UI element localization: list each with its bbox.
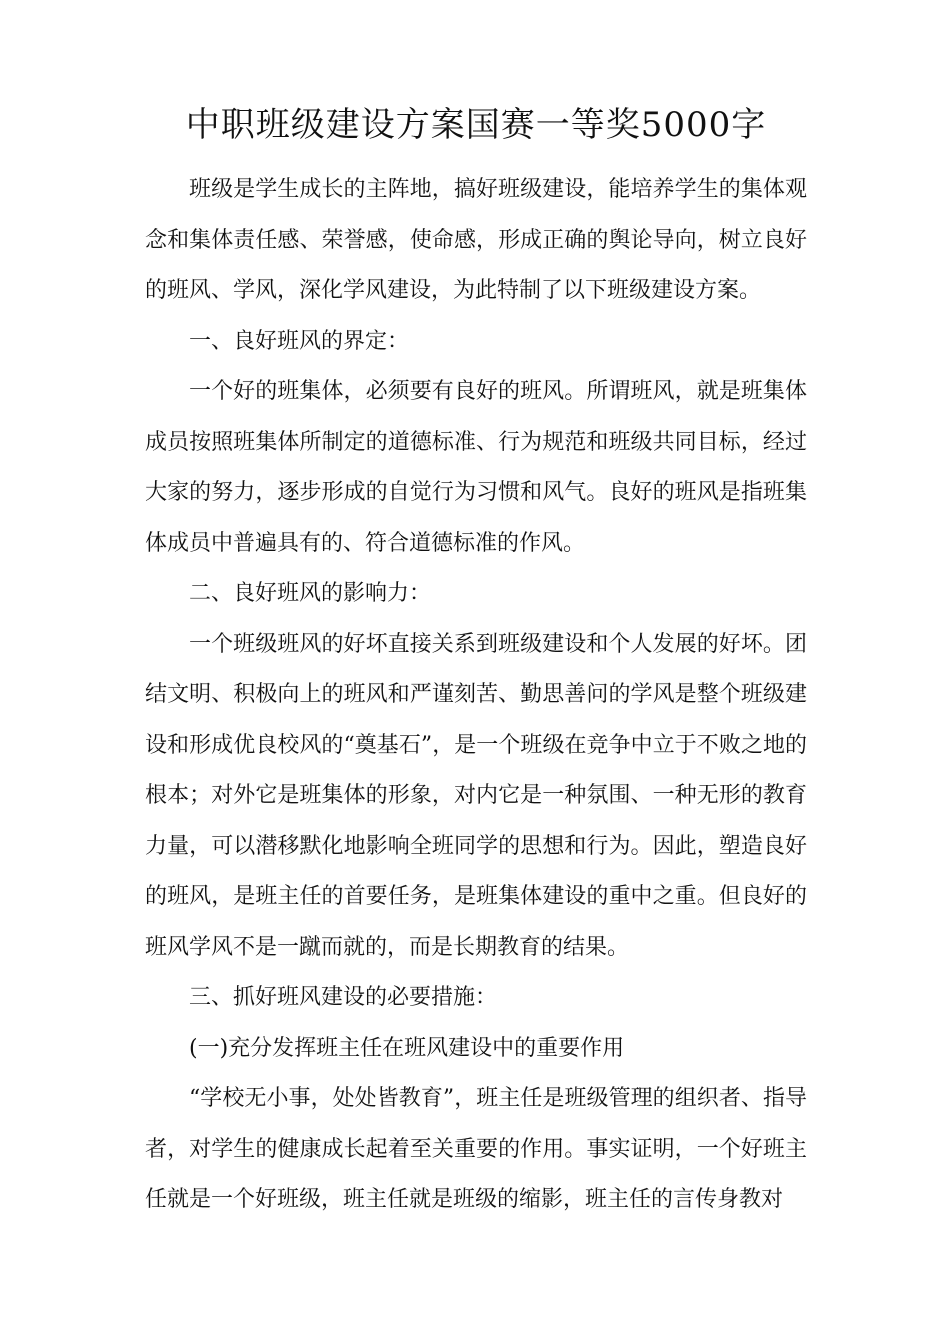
section-heading-1: 一、良好班风的界定：: [189, 328, 410, 354]
document-title: 中职班级建设方案国赛一等奖5000字: [185, 105, 767, 145]
paragraph-influence: 一个班级班风的好坏直接关系到班级建设和个人发展的好坏。团结文明、积极向上的班风和严谨刻苦、勤思善问的学风是整个班级建设和形成优良校风的“奠基石”，是一个班级在竞争中立于不败之地的根本；对外它是班集体的形象，对内它是一种氛围、一种无形的教育力量，可以潜移默化地影响全班同学的思想和行为。因此，塑造良好的班风，是班主任的首要任务，是班集体建设的重中之重。但良好的班风学风不是一蹴而就的，而是长期教育的结果。: [145, 631, 807, 960]
paragraph-intro: 班级是学生成长的主阵地，搞好班级建设，能培养学生的集体观念和集体责任感、荣誉感，使命感，形成正确的舆论导向，树立良好的班风、学风，深化学风建设，为此特制了以下班级建设方案。: [145, 177, 807, 303]
section-heading-3: 三、抓好班风建设的必要措施：: [189, 985, 498, 1010]
paragraph-definition: 一个好的班集体，必须要有良好的班风。所谓班风，就是班集体成员按照班集体所制定的道德标准、行为规范和班级共同目标，经过大家的努力，逐步形成的自觉行为习惯和风气。良好的班风是指班集体成员中普遍具有的、符合道德标准的作风。: [145, 379, 807, 556]
subsection-heading-1: (一)充分发挥班主任在班风建设中的重要作用: [189, 1035, 625, 1061]
document-page: [145, 95, 807, 1226]
document-body: [145, 165, 807, 1226]
section-heading-2: 二、良好班风的影响力：: [189, 581, 432, 606]
paragraph-teacher-role: “学校无小事，处处皆教育”，班主任是班级管理的组织者、指导者，对学生的健康成长起着至关重要的作用。事实证明，一个好班主任就是一个好班级，班主任就是班级的缩影，班主任的言传身教对: [145, 1086, 807, 1212]
